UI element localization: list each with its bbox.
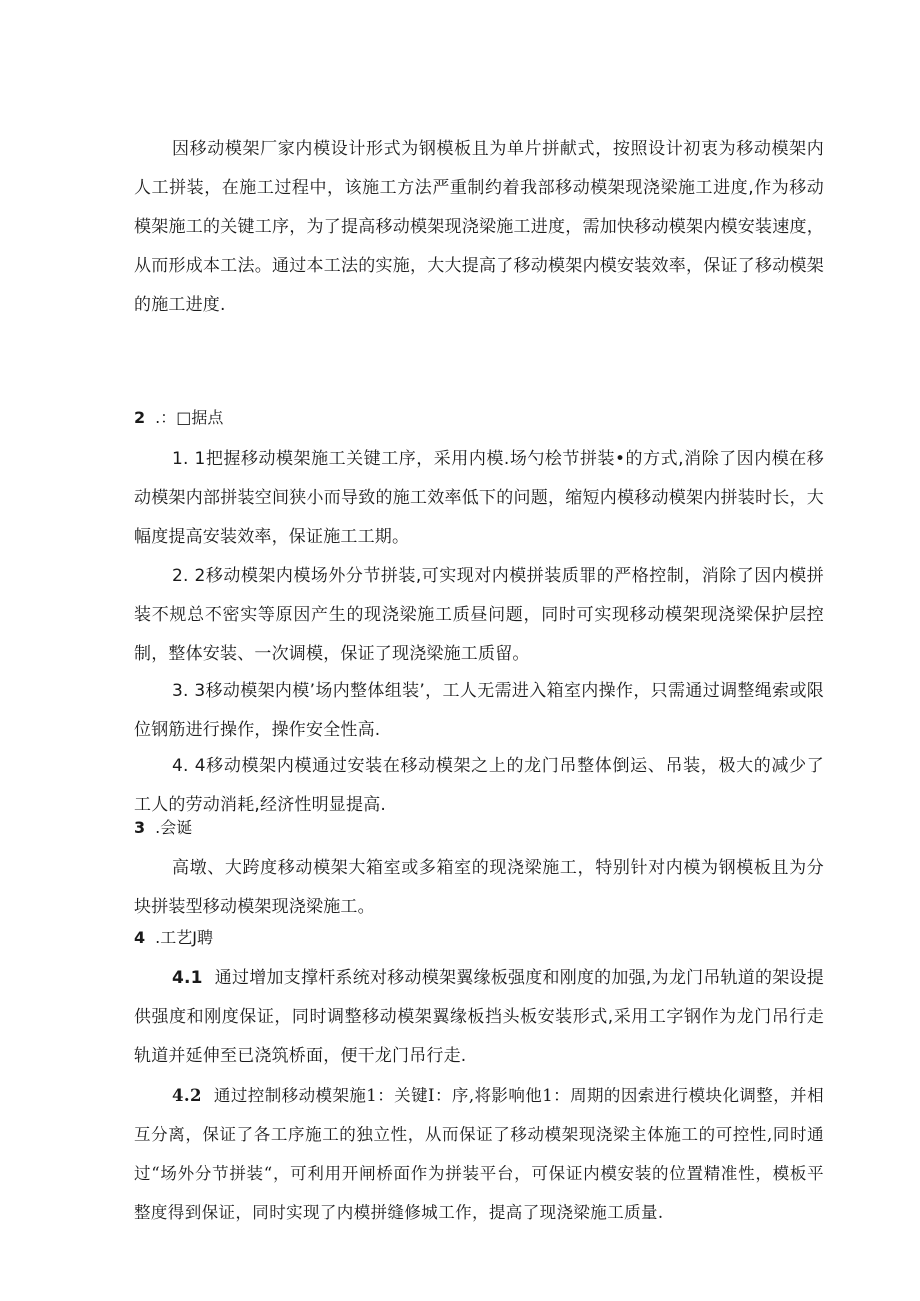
- intro-paragraph: 因移动模架厂家内模设计形式为钢模板且为单片拼献式，按照设计初衷为移动模架内人工拼装，在施工过程中，该施工方法严重制约着我部移动模架现浇梁施工进度,作为移动模架施工的关键工序，为了提高移动模架现浇梁施工进度，需加快移动模架内模安装速度，从而形成本工法。通过本工法的实施，大大提高了移动模架内模安装效率，保证了移动模架的施工进度.: [134, 139, 824, 315]
- section-4-1-number: 4.1: [172, 968, 203, 988]
- section-2-number: 2: [134, 408, 146, 427]
- section-3-heading: [134, 816, 192, 840]
- section-4-1-text: 通过增加支撑杆系统对移动模架翼缘板强度和刚度的加强,为龙门吊轨道的架设提供强度和刚度保证，同时调整移动模架翼缘板挡头板安装形式,采用工字钢作为龙门吊行走轨道并延伸至已浇筑桥面，便干龙门吊行走.: [134, 968, 824, 1066]
- section-2-item-3: 3. 3移动模架内模’场内整体组装’，工人无需进入箱室内操作，只需通过调整绳索或限位钢筋进行操作，操作安全性高.: [134, 681, 824, 740]
- section-2-item-1: 1. 1把握移动模架施工关键工序，采用内模.场勺桧节拼装•的方式,消除了因内模在移动模架内部拼装空间狭小而导致的施工效率低下的问题，缩短内模移动模架内拼装时长，大幅度提高安装效率，保证施工工期。: [134, 449, 824, 547]
- section-4-2-number: 4.2: [172, 1086, 202, 1105]
- section-4-1-paragraph: [134, 959, 824, 1076]
- section-3-number: 3: [134, 818, 146, 837]
- section-4-2-text: 通过控制移动模架施1：关键I：序,将影响他1：周期的因索进行模块化调整，并相互分离，保证了各工序施工的独立性，从而保证了移动模架现浇梁主体施工的可控性,同时通过“场外分节拼装“，可利用开闸桥面作为拼装平台，可保证内模安装的位置精准性，模板平整度得到保证，同时实现了内模拼缝修城工作，提高了现浇梁施工质量.: [134, 1086, 824, 1222]
- section-4-number: 4: [134, 928, 146, 947]
- section-3-body: 高墩、大跨度移动模架大箱室或多箱室的现浇梁施工，特别针对内模为钢模板且为分块拼装型移动模架现浇梁施工。: [134, 858, 824, 917]
- section-2-item-2: 2. 2移动模架内模场外分节拼装,可实现对内模拼装质罪的严格控制，消除了因内模拼装不规总不密实等原因产生的现浇梁施工质昼问题，同时可实现移动模架现浇梁保护层控制，整体安装、一次调模，保证了现浇梁施工质留。: [134, 566, 824, 664]
- section-4-title: .工艺J聘: [155, 928, 213, 947]
- section-2-item-4: 4. 4移动模架内模通过安装在移动模架之上的龙门吊整体倒运、吊装，极大的减少了工人的劳动消耗,经济性明显提高.: [134, 756, 824, 815]
- section-4-heading: [134, 926, 213, 950]
- section-4-2-paragraph: [134, 1076, 824, 1232]
- section-2-title: .：□据点: [155, 408, 224, 427]
- section-2-heading: [134, 406, 223, 430]
- section-3-title: .会诞: [155, 818, 193, 837]
